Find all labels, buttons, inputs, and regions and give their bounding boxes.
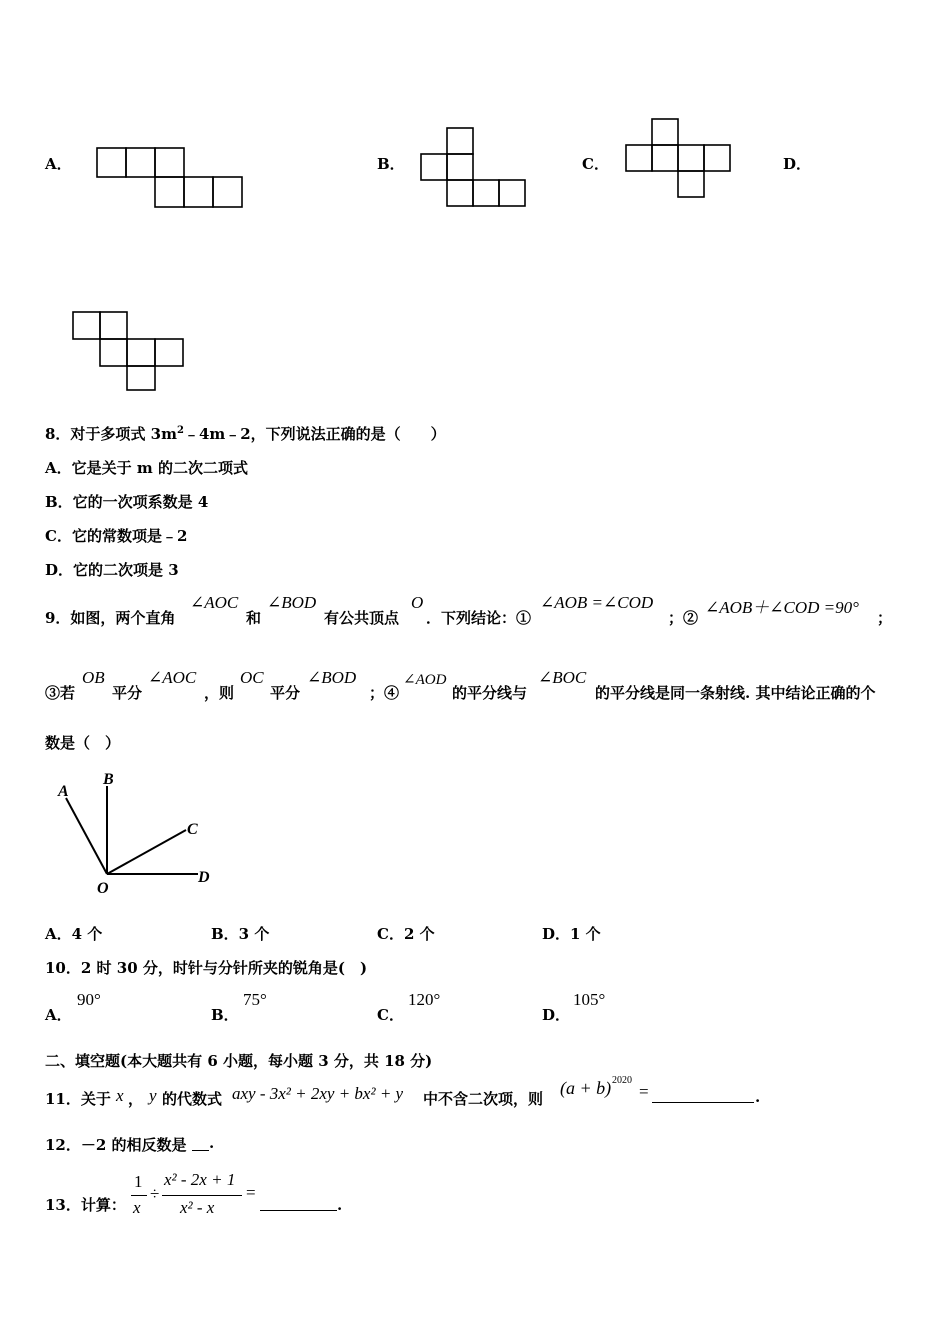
q9-text-7: ③若 — [45, 684, 76, 702]
q9-math-7: ∠AOC — [148, 668, 197, 687]
q8-option-c[interactable]: C．它的常数项是﹣2 — [45, 527, 188, 545]
q9-text-13: 的平分线是同一条射线. 其中结论正确的个 — [595, 684, 876, 702]
q9-text-14: 数是（ ） — [45, 734, 121, 752]
q9-math-1: ∠AOC — [190, 593, 239, 612]
q10-option-a-label[interactable]: A． — [45, 1006, 72, 1024]
q11-expression-2-base: (a + b) — [560, 1078, 612, 1098]
q13-fraction-2-denominator: x² - x — [180, 1198, 215, 1217]
q10-stem: 10．2 时 30 分，时针与分针所夹的锐角是( ) — [45, 959, 368, 977]
label-o: O — [97, 880, 109, 897]
q13-answer-blank[interactable] — [260, 1210, 337, 1211]
q11-end: . — [755, 1088, 761, 1106]
q8-stem: 8．对于多项式 $3m^2﹣4m﹣2$，下列说法正确的是（ ） — [45, 425, 446, 443]
q11-text-1: 11．关于 — [45, 1090, 111, 1108]
q9-text-10: 平分 — [270, 684, 301, 702]
q8-option-b[interactable]: B．它的一次项系数是 4 — [45, 493, 209, 511]
label-d: D — [198, 869, 210, 886]
q12-end: . — [209, 1134, 215, 1152]
label-c: C — [187, 821, 198, 838]
q13-fraction-1-numerator: 1 — [134, 1172, 143, 1191]
q9-math-8: OC — [240, 668, 264, 687]
q12-text: 12．－2 的相反数是 — [45, 1136, 187, 1154]
q11-var-y: y — [149, 1086, 157, 1105]
q10-option-c-value: 120° — [408, 990, 441, 1009]
q13-equals: = — [246, 1183, 256, 1202]
ray-oc — [107, 830, 186, 874]
q10-option-a-value: 90° — [77, 990, 101, 1009]
q11-answer-blank[interactable] — [652, 1102, 754, 1103]
q9-math-6: OB — [82, 668, 105, 687]
q11-var-x: x — [116, 1086, 124, 1105]
q9-text-2: 和 — [246, 609, 262, 627]
q9-text-5: ；② — [668, 609, 699, 627]
q9-text-4: ．下列结论：① — [426, 609, 532, 627]
q8-option-a[interactable]: A．它是关于 m 的二次二项式 — [45, 459, 248, 477]
q13-end: . — [337, 1196, 343, 1214]
option-c-label[interactable]: C． — [582, 155, 609, 173]
option-b-label[interactable]: B． — [377, 155, 405, 173]
q11-text-2: 的代数式 — [162, 1090, 223, 1108]
option-a-label[interactable]: A． — [45, 155, 72, 173]
q11-expression: axy - 3x² + 2xy + bx² + y — [232, 1084, 404, 1103]
q9-math-9: ∠BOD — [307, 668, 357, 687]
q9-math-10: ∠AOD — [403, 672, 447, 688]
q13-fraction-1-bar — [131, 1195, 147, 1196]
label-a: A — [58, 783, 69, 800]
q9-text-12: 的平分线与 — [452, 684, 528, 702]
q11-comma: ， — [128, 1090, 144, 1108]
q9-text-1: 9．如图，两个直角 — [45, 609, 176, 627]
q9-math-4: ∠AOB =∠COD — [540, 593, 654, 612]
q11-equals: = — [639, 1082, 649, 1101]
label-b: B — [103, 771, 114, 788]
q11-expression-2-exponent: 2020 — [612, 1075, 632, 1086]
q9-text-11: ；④ — [369, 684, 400, 702]
q9-option-d[interactable]: D．1 个 — [542, 925, 601, 943]
q10-option-d-label[interactable]: D． — [542, 1006, 571, 1024]
q9-math-3: O — [411, 593, 424, 612]
q9-math-2: ∠BOD — [267, 593, 317, 612]
q9-text-6: ； — [877, 609, 893, 627]
q10-option-c-label[interactable]: C． — [377, 1006, 404, 1024]
q13-label: 13．计算： — [45, 1196, 126, 1214]
q9-text-8: 平分 — [112, 684, 143, 702]
q10-option-b-label[interactable]: B． — [211, 1006, 239, 1024]
q13-fraction-1-denominator: x — [133, 1198, 141, 1217]
q12-answer-blank[interactable] — [192, 1150, 209, 1151]
q8-option-d[interactable]: D．它的二次项是 3 — [45, 561, 179, 579]
q10-option-d-value: 105° — [573, 990, 606, 1009]
q9-math-11: ∠BOC — [538, 668, 587, 687]
q13-fraction-2-numerator: x² - 2x + 1 — [164, 1170, 236, 1189]
q9-option-a[interactable]: A．4 个 — [45, 925, 103, 943]
q11-text-3: 中不含二次项，则 — [423, 1090, 544, 1108]
q9-option-b[interactable]: B．3 个 — [211, 925, 270, 943]
q9-text-3: 有公共顶点 — [324, 609, 400, 627]
q13-divide: ÷ — [150, 1184, 160, 1203]
q13-fraction-2-bar — [162, 1195, 242, 1196]
q9-option-c[interactable]: C．2 个 — [377, 925, 435, 943]
section-2-heading: 二、填空题(本大题共有 6 小题，每小题 3 分，共 18 分) — [45, 1052, 433, 1070]
q9-text-9: ，则 — [204, 684, 235, 702]
ray-oa — [66, 798, 107, 874]
q9-math-5: ∠AOB＋∠COD =90° — [705, 598, 859, 617]
option-d-label[interactable]: D． — [783, 155, 812, 173]
q10-option-b-value: 75° — [243, 990, 267, 1009]
